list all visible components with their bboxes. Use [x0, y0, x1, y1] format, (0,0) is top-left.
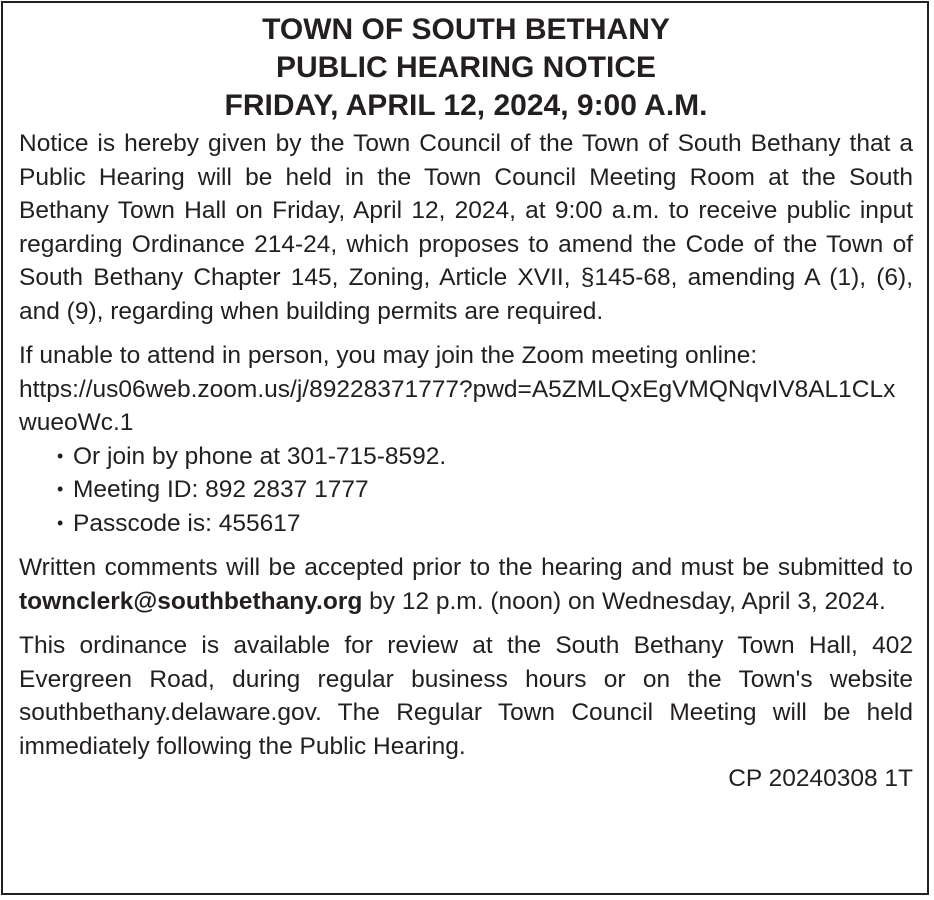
publication-code: CP 20240308 1T [728, 765, 913, 792]
comments-text-after: by 12 p.m. (noon) on Wednesday, April 3, 2024. [362, 587, 886, 615]
hearing-announcement-paragraph: Notice is hereby given by the Town Council of the Town of South Bethany that a Public Hearing will be held in the Town Council Meeting Room at the South Bethany Town Hall on Friday, April 12, 2024, at 9:00 a.m. to receive public input regarding Ordinance 214-24, which proposes to amend the Code of the Town of South Bethany Chapter 145, Zoning, Article XVII, §145-68, amending A (1), (6), and (9), regarding when building permits are required. [19, 130, 913, 325]
comments-text-before: Written comments will be accepted prior to the hearing and must be submitted to [19, 554, 913, 581]
zoom-intro-text: If unable to attend in person, you may join the Zoom meeting online: [19, 342, 758, 369]
town-name-heading: TOWN OF SOUTH BETHANY [262, 13, 670, 46]
bullet-icon: • [57, 512, 64, 533]
town-clerk-email-link[interactable]: townclerk@southbethany.org [19, 587, 363, 615]
notice-header [19, 11, 913, 125]
bullet-icon: • [57, 445, 64, 466]
list-item [57, 473, 913, 507]
zoom-details-list [19, 440, 913, 541]
public-hearing-notice [1, 1, 929, 895]
notice-type-heading: PUBLIC HEARING NOTICE [275, 51, 656, 84]
list-item [57, 507, 913, 541]
ordinance-review-paragraph: This ordinance is available for review at the South Bethany Town Hall, 402 Evergreen Road, during regular business hours or on the Town's website southbethany.delaware.gov. The Regular Town Council Meeting will be held immediately following the Public Hearing. [19, 632, 913, 760]
written-comments-paragraph [19, 551, 913, 618]
phone-number-text: Or join by phone at 301-715-8592. [73, 442, 447, 470]
meeting-id-text: Meeting ID: 892 2837 1777 [73, 476, 369, 503]
bullet-icon: • [57, 479, 64, 499]
zoom-info-block [19, 339, 913, 540]
passcode-text: Passcode is: 455617 [73, 509, 301, 537]
zoom-meeting-link[interactable]: https://us06web.zoom.us/j/89228371777?pwd=A5ZMLQxEgVMQNqvIV8AL1CLxwueoWc.1 [19, 375, 896, 436]
notice-body [19, 127, 913, 796]
hearing-date-heading: FRIDAY, APRIL 12, 2024, 9:00 A.M. [224, 89, 708, 122]
list-item [57, 440, 913, 474]
